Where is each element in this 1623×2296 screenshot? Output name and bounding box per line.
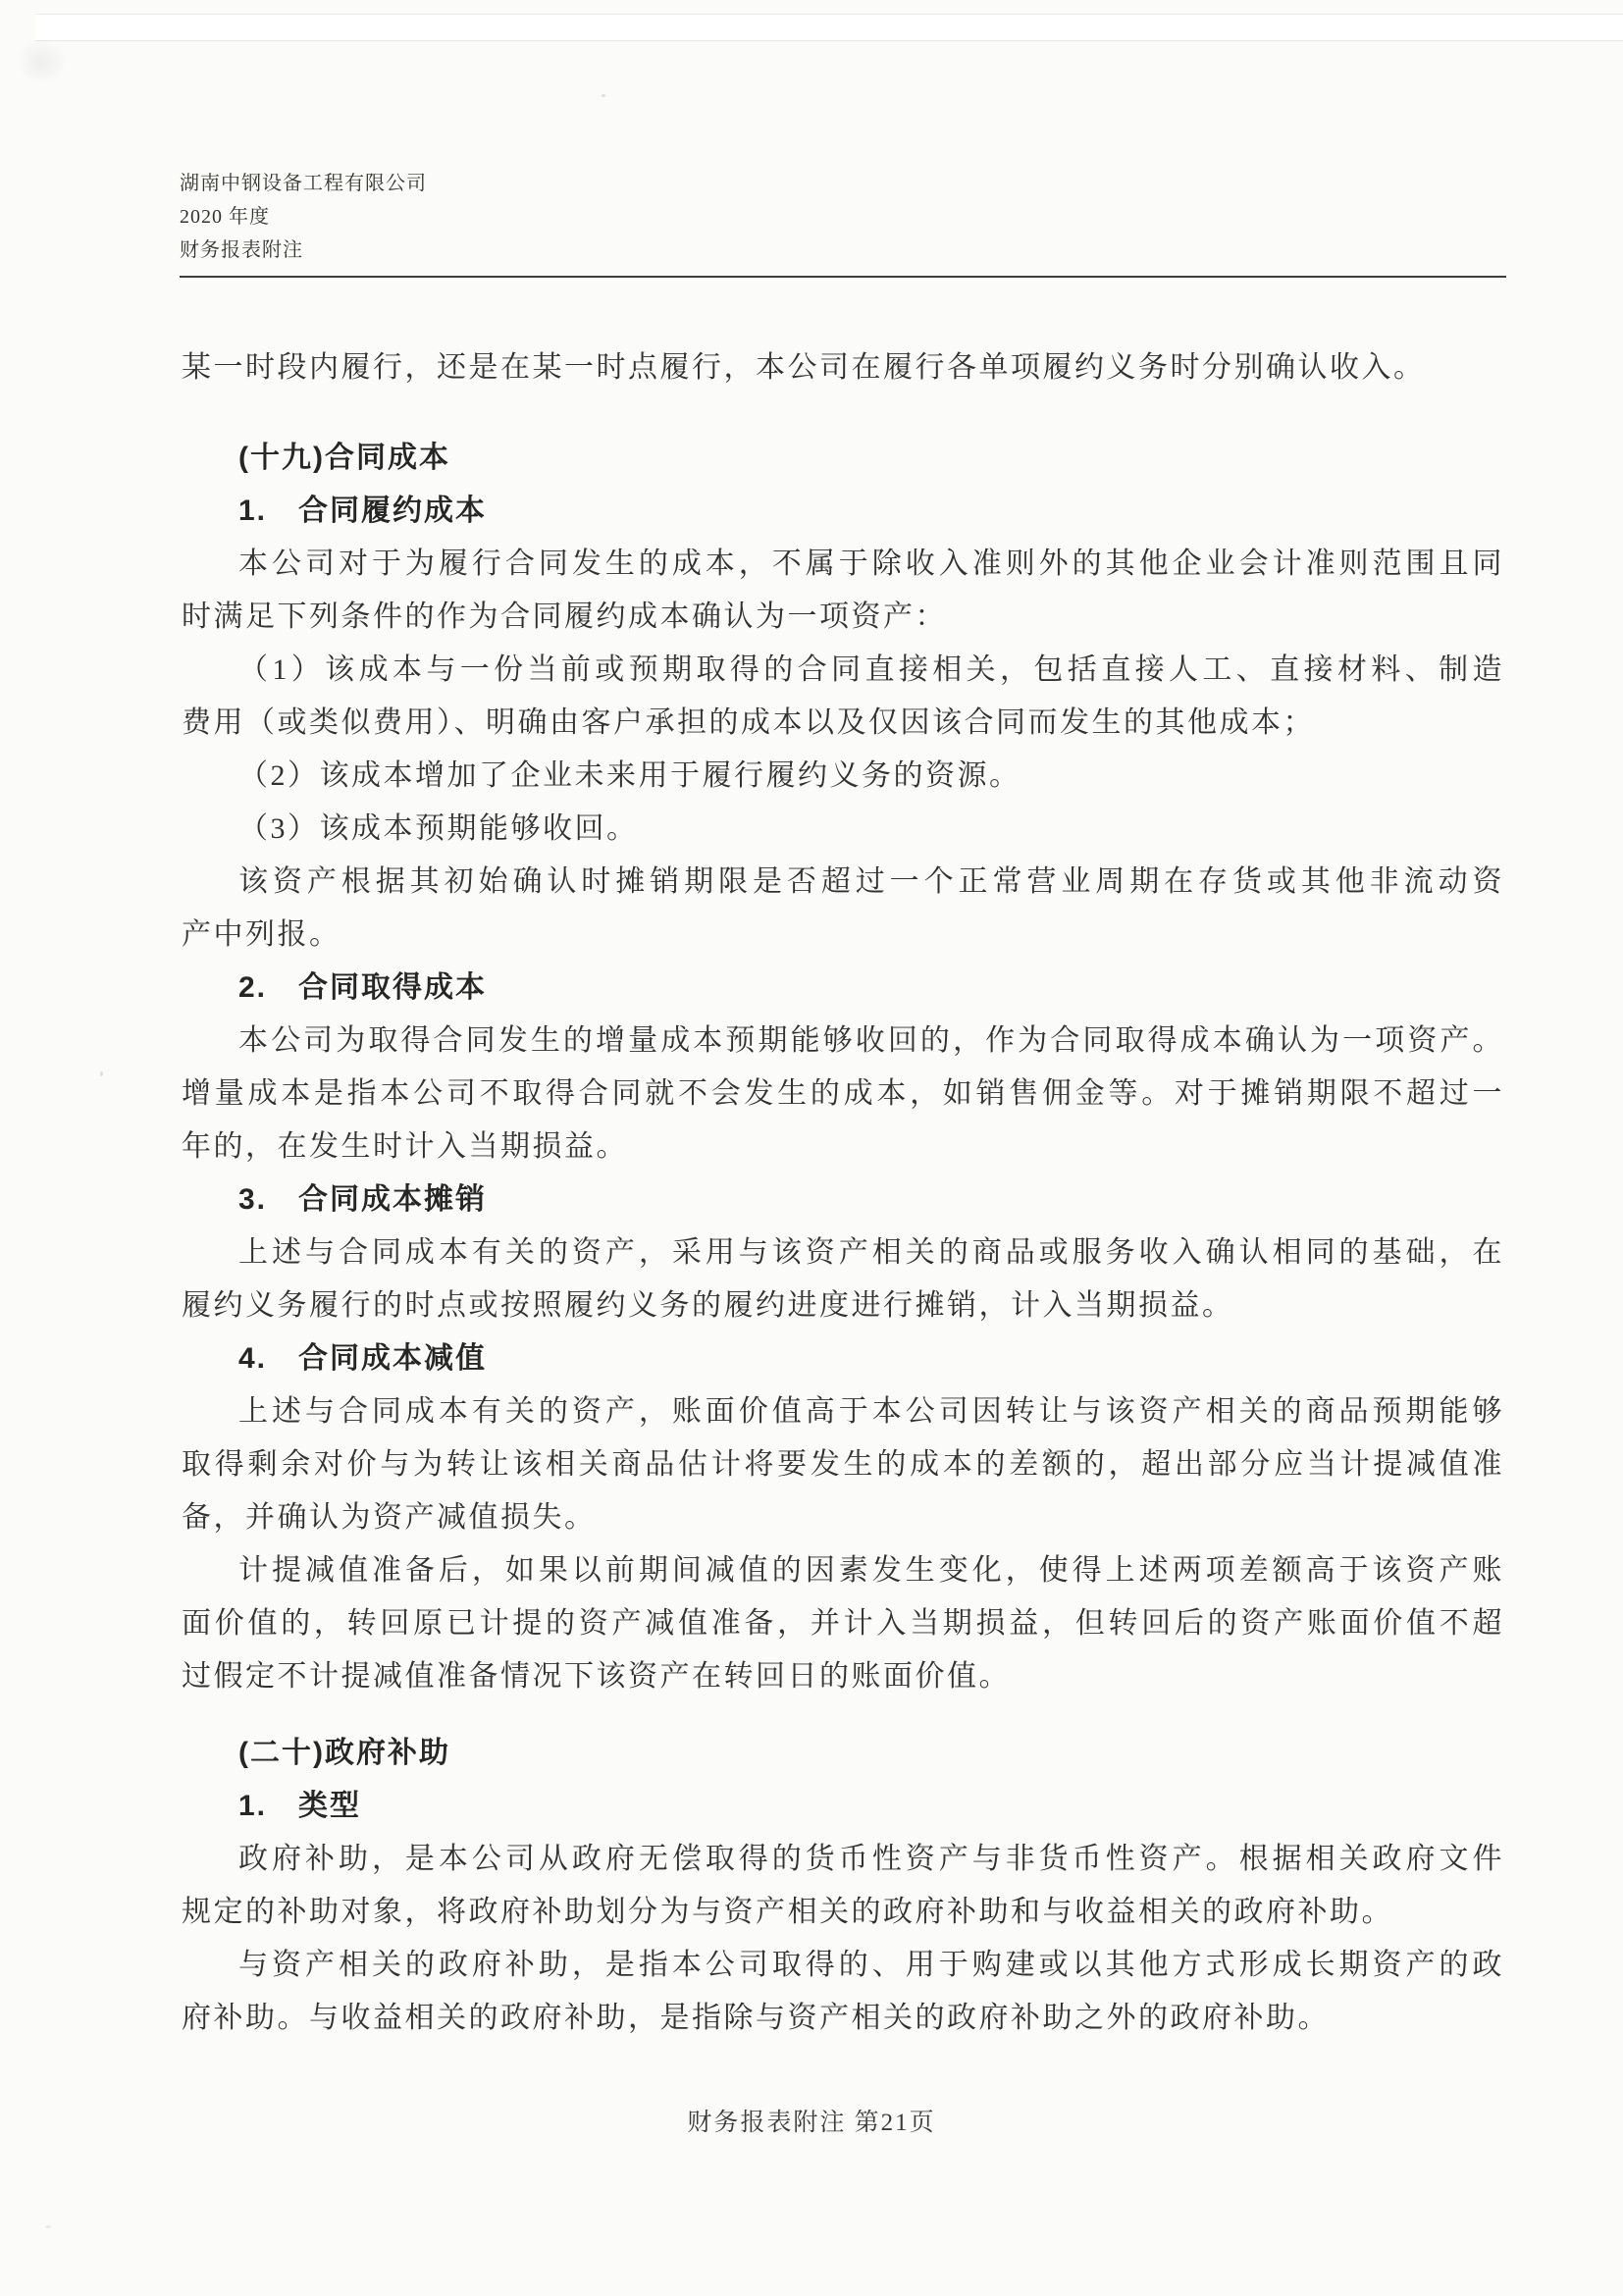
body-text-line: 计提减值准备后，如果以前期间减值的因素发生变化，使得上述两项差额高于该资产账 xyxy=(238,1554,1504,1587)
scan-artifact-speck xyxy=(100,1071,103,1076)
heading-line: 3. 合同成本摊销 xyxy=(238,1183,488,1216)
body-text-line: 面价值的，转回原已计提的资产减值准备，并计入当期损益，但转回后的资产账面价值不超 xyxy=(182,1607,1504,1640)
body-text-line: 政府补助，是本公司从政府无偿取得的货币性资产与非货币性资产。根据相关政府文件 xyxy=(238,1843,1504,1875)
body-text-line: 年的，在发生时计入当期损益。 xyxy=(182,1130,628,1163)
body-text-line: （2）该成本增加了企业未来用于履行履约义务的资源。 xyxy=(238,759,1021,792)
body-text-line: 上述与合同成本有关的资产，账面价值高于本公司因转让与该资产相关的商品预期能够 xyxy=(238,1395,1504,1428)
heading-line: 1. 类型 xyxy=(238,1790,362,1822)
scan-artifact-speck xyxy=(45,2225,51,2228)
heading-line: 1. 合同履约成本 xyxy=(238,495,488,527)
body-text-line: 某一时段内履行，还是在某一时点履行，本公司在履行各单项履约义务时分别确认收入。 xyxy=(182,351,1426,384)
body-text-line: 该资产根据其初始确认时摊销期限是否超过一个正常营业周期在存货或其他非流动资 xyxy=(238,865,1504,898)
body-text-line: 与资产相关的政府补助，是指本公司取得的、用于购建或以其他方式形成长期资产的政 xyxy=(238,1949,1504,1981)
body-text-line: 本公司为取得合同发生的增量成本预期能够收回的，作为合同取得成本确认为一项资产。 xyxy=(238,1024,1504,1057)
company-name: 湖南中钢设备工程有限公司 xyxy=(180,173,427,194)
heading-line: (二十)政府补助 xyxy=(238,1737,450,1769)
scan-artifact-band xyxy=(35,14,1623,41)
fiscal-year: 2020 年度 xyxy=(180,206,270,228)
page-footer: 财务报表附注 第21页 xyxy=(687,2110,936,2136)
scan-artifact-smudge xyxy=(16,39,67,84)
body-text-line: 府补助。与收益相关的政府补助，是指除与资产相关的政府补助之外的政府补助。 xyxy=(182,2002,1330,2034)
scan-artifact-speck xyxy=(602,94,605,97)
body-text-line: 时满足下列条件的作为合同履约成本确认为一项资产： xyxy=(182,600,947,633)
body-text-line: 履约义务履行的时点或按照履约义务的履约进度进行摊销，计入当期损益。 xyxy=(182,1289,1234,1322)
body-text-line: 取得剩余对价与为转让该相关商品估计将要发生的成本的差额的，超出部分应当计提减值准 xyxy=(182,1448,1504,1481)
body-text-line: 过假定不计提减值准备情况下该资产在转回日的账面价值。 xyxy=(182,1660,1011,1693)
body-text-line: （3）该成本预期能够收回。 xyxy=(238,812,639,845)
body-text-line: 本公司对于为履行合同发生的成本，不属于除收入准则外的其他企业会计准则范围且同 xyxy=(238,548,1504,580)
heading-line: (十九)合同成本 xyxy=(238,442,450,474)
body-text-line: 备，并确认为资产减值损失。 xyxy=(182,1501,597,1534)
page-header xyxy=(180,167,427,267)
document-body xyxy=(182,341,1504,2045)
document-title: 财务报表附注 xyxy=(180,239,303,261)
body-text-line: 上述与合同成本有关的资产，采用与该资产相关的商品或服务收入确认相同的基础，在 xyxy=(238,1236,1504,1269)
body-text-line: 产中列报。 xyxy=(182,918,341,951)
heading-line: 4. 合同成本减值 xyxy=(238,1342,488,1375)
header-rule xyxy=(180,276,1506,278)
body-text-line: 规定的补助对象，将政府补助划分为与资产相关的政府补助和与收益相关的政府补助。 xyxy=(182,1896,1393,1928)
body-text-line: 增量成本是指本公司不取得合同就不会发生的成本，如销售佣金等。对于摊销期限不超过一 xyxy=(182,1077,1504,1110)
body-text-line: 费用（或类似费用）、明确由客户承担的成本以及仅因该合同而发生的其他成本； xyxy=(182,706,1315,739)
heading-line: 2. 合同取得成本 xyxy=(238,971,488,1004)
body-text-line: （1）该成本与一份当前或预期取得的合同直接相关，包括直接人工、直接材料、制造 xyxy=(238,653,1504,686)
